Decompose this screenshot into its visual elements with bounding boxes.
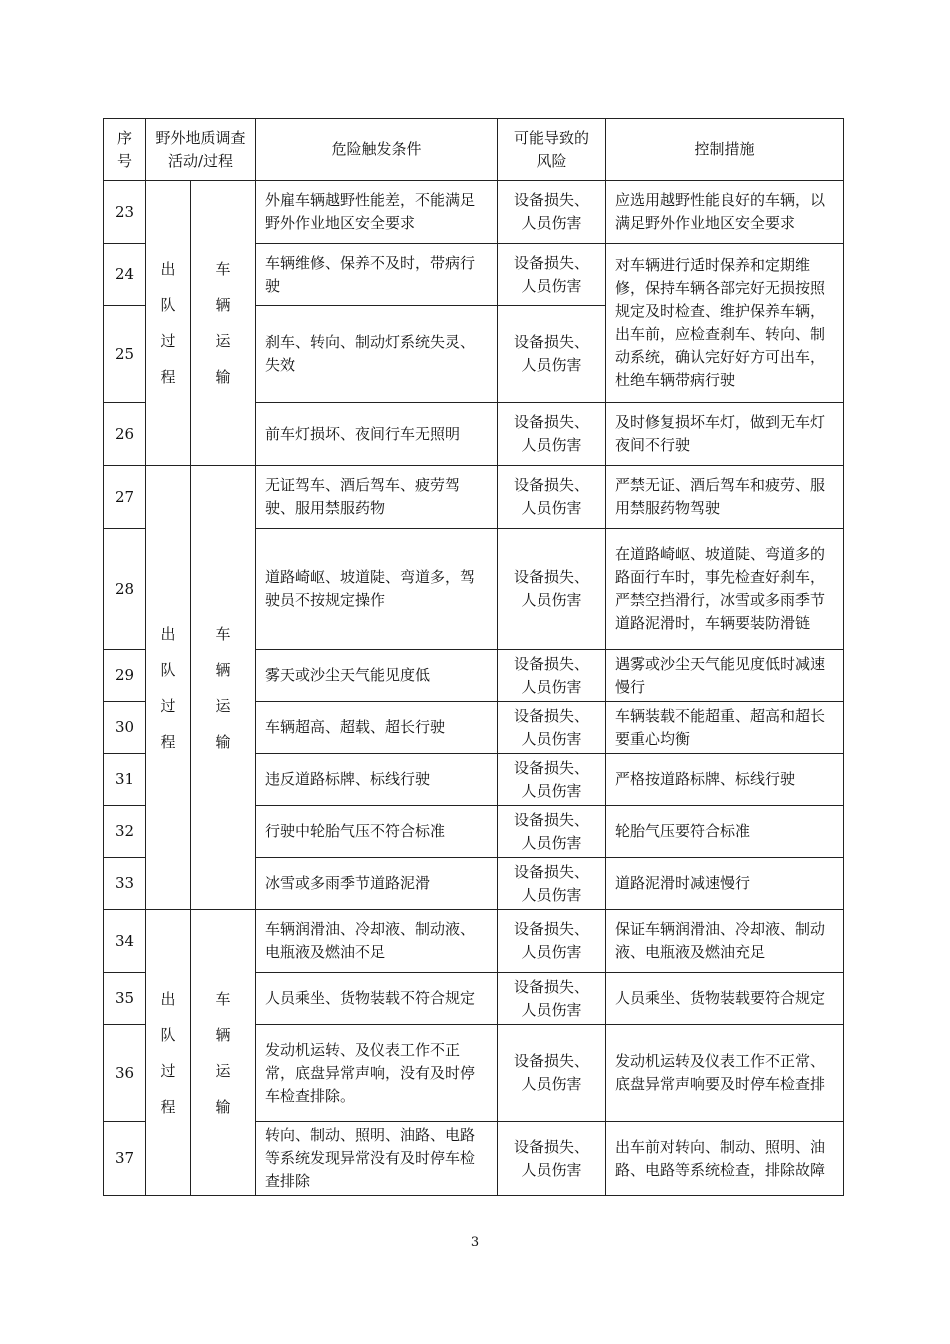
risk-cell: 设备损失、人员伤害 — [498, 403, 606, 466]
risk-cell: 设备损失、人员伤害 — [498, 754, 606, 806]
page-number: 3 — [470, 1235, 480, 1250]
row-num: 30 — [104, 702, 146, 754]
control-cell: 保证车辆润滑油、冷却液、制动液、电瓶液及燃油充足 — [606, 910, 844, 973]
risk-control-table — [103, 118, 844, 1196]
risk-cell: 设备损失、人员伤害 — [498, 1122, 606, 1196]
condition-cell: 刹车、转向、制动灯系统失灵、失效 — [256, 306, 498, 403]
control-cell: 遇雾或沙尘天气能见度低时减速慢行 — [606, 650, 844, 702]
row-num: 26 — [104, 403, 146, 466]
row-num: 29 — [104, 650, 146, 702]
control-cell: 车辆装载不能超重、超高和超长要重心均衡 — [606, 702, 844, 754]
row-num: 25 — [104, 306, 146, 403]
sub-activity-cell: 车辆运输 — [191, 466, 256, 910]
row-num: 31 — [104, 754, 146, 806]
control-cell: 在道路崎岖、坡道陡、弯道多的路面行车时，事先检查好刹车，严禁空挡滑行，冰雪或多雨季节道路泥滑时，车辆要装防滑链 — [606, 529, 844, 650]
table-row — [104, 181, 844, 244]
header-risk: 可能导致的风险 — [498, 119, 606, 181]
condition-cell: 道路崎岖、坡道陡、弯道多，驾驶员不按规定操作 — [256, 529, 498, 650]
table-row — [104, 466, 844, 529]
row-num: 37 — [104, 1122, 146, 1196]
header-control: 控制措施 — [606, 119, 844, 181]
header-condition: 危险触发条件 — [256, 119, 498, 181]
control-cell: 对车辆进行适时保养和定期维修，保持车辆各部完好无损按照规定及时检查、维护保养车辆，出车前，应检查刹车、转向、制动系统，确认完好好方可出车，杜绝车辆带病行驶 — [606, 244, 844, 403]
row-num: 36 — [104, 1025, 146, 1122]
condition-cell: 车辆润滑油、冷却液、制动液、电瓶液及燃油不足 — [256, 910, 498, 973]
condition-cell: 雾天或沙尘天气能见度低 — [256, 650, 498, 702]
risk-cell: 设备损失、人员伤害 — [498, 1025, 606, 1122]
table-row — [104, 910, 844, 973]
row-num: 33 — [104, 858, 146, 910]
header-num: 序号 — [104, 119, 146, 181]
control-cell: 应选用越野性能良好的车辆，以满足野外作业地区安全要求 — [606, 181, 844, 244]
risk-cell: 设备损失、人员伤害 — [498, 973, 606, 1025]
condition-cell: 人员乘坐、货物装载不符合规定 — [256, 973, 498, 1025]
header-activity — [146, 119, 256, 181]
risk-cell: 设备损失、人员伤害 — [498, 806, 606, 858]
sub-activity-cell: 车辆运输 — [191, 910, 256, 1196]
condition-cell: 转向、制动、照明、油路、电路等系统发现异常没有及时停车检查排除 — [256, 1122, 498, 1196]
risk-cell: 设备损失、人员伤害 — [498, 529, 606, 650]
control-cell: 道路泥滑时减速慢行 — [606, 858, 844, 910]
header-activity-line2: 活动/过程 — [167, 151, 234, 170]
risk-cell: 设备损失、人员伤害 — [498, 181, 606, 244]
activity-cell: 出队过程 — [146, 181, 191, 466]
row-num: 23 — [104, 181, 146, 244]
control-cell: 严禁无证、酒后驾车和疲劳、服用禁服药物驾驶 — [606, 466, 844, 529]
condition-cell: 冰雪或多雨季节道路泥滑 — [256, 858, 498, 910]
control-cell: 发动机运转及仪表工作不正常、底盘异常声响要及时停车检查排 — [606, 1025, 844, 1122]
condition-cell: 发动机运转、及仪表工作不正常，底盘异常声响，没有及时停车检查排除。 — [256, 1025, 498, 1122]
activity-cell: 出队过程 — [146, 910, 191, 1196]
condition-cell: 车辆维修、保养不及时，带病行驶 — [256, 244, 498, 306]
control-cell: 人员乘坐、货物装载要符合规定 — [606, 973, 844, 1025]
condition-cell: 前车灯损坏、夜间行车无照明 — [256, 403, 498, 466]
sub-activity-cell: 车辆运输 — [191, 181, 256, 466]
risk-cell: 设备损失、人员伤害 — [498, 650, 606, 702]
row-num: 34 — [104, 910, 146, 973]
condition-cell: 行驶中轮胎气压不符合标准 — [256, 806, 498, 858]
control-cell: 及时修复损坏车灯，做到无车灯夜间不行驶 — [606, 403, 844, 466]
row-num: 32 — [104, 806, 146, 858]
risk-cell: 设备损失、人员伤害 — [498, 910, 606, 973]
row-num: 24 — [104, 244, 146, 306]
control-cell: 严格按道路标牌、标线行驶 — [606, 754, 844, 806]
risk-cell: 设备损失、人员伤害 — [498, 858, 606, 910]
risk-cell: 设备损失、人员伤害 — [498, 306, 606, 403]
row-num: 27 — [104, 466, 146, 529]
activity-cell: 出队过程 — [146, 466, 191, 910]
row-num: 35 — [104, 973, 146, 1025]
row-num: 28 — [104, 529, 146, 650]
condition-cell: 外雇车辆越野性能差，不能满足野外作业地区安全要求 — [256, 181, 498, 244]
header-activity-line1: 野外地质调查 — [155, 128, 246, 147]
control-cell: 出车前对转向、制动、照明、油路、电路等系统检查，排除故障 — [606, 1122, 844, 1196]
condition-cell: 车辆超高、超载、超长行驶 — [256, 702, 498, 754]
risk-cell: 设备损失、人员伤害 — [498, 244, 606, 306]
control-cell: 轮胎气压要符合标准 — [606, 806, 844, 858]
condition-cell: 违反道路标牌、标线行驶 — [256, 754, 498, 806]
risk-cell: 设备损失、人员伤害 — [498, 702, 606, 754]
table-header-row — [104, 119, 844, 181]
risk-cell: 设备损失、人员伤害 — [498, 466, 606, 529]
condition-cell: 无证驾车、酒后驾车、疲劳驾驶、服用禁服药物 — [256, 466, 498, 529]
